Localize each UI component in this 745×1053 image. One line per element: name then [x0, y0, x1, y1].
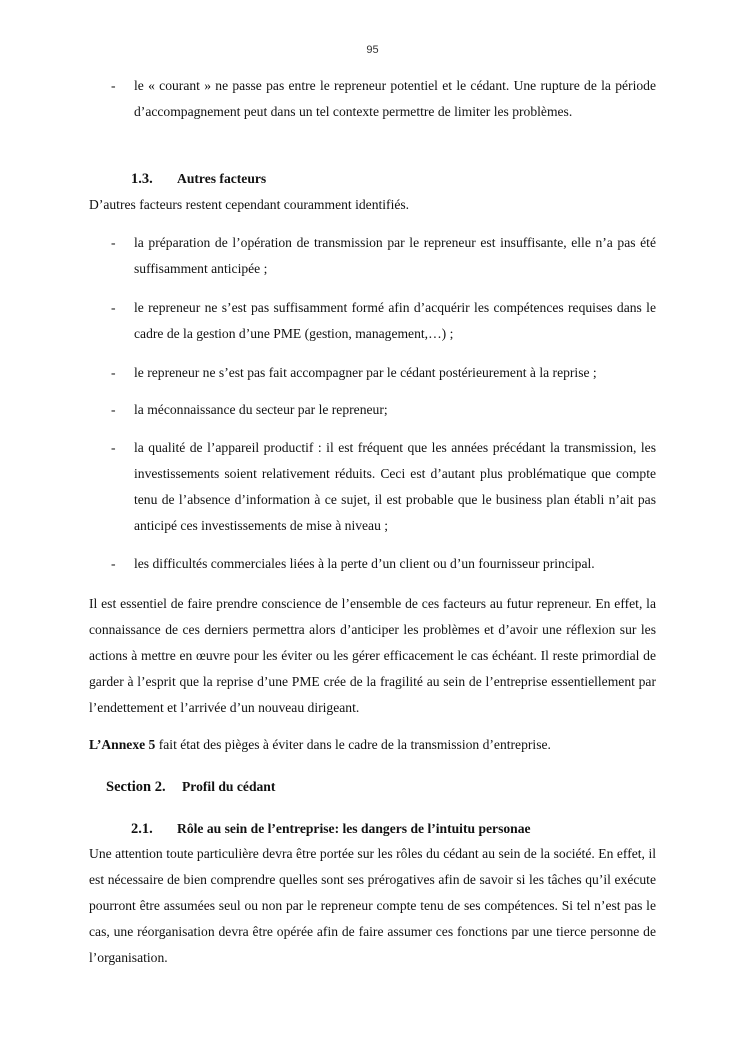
- list-item-text: la préparation de l’opération de transmission par le repreneur est insuffisante, elle n’a pas été suffisamment anticipée ;: [134, 235, 656, 276]
- factors-list-item-2: [89, 295, 656, 347]
- section-heading-2-1: [131, 821, 671, 838]
- section-heading-1-3: [131, 171, 698, 188]
- bullet-dash: -: [111, 365, 116, 380]
- section-number: Section 2.: [106, 779, 166, 795]
- conclusion-paragraph: Il est essentiel de faire prendre conscience de l’ensemble de ces facteurs au futur repreneur. En effet, la connaissance de ces derniers permettra alors d’anticiper les problèmes et d’avoir une réflexion sur les actions à mettre en œuvre pour les éviter ou les gérer efficacement le cas échéant. Il reste primordial de garder à l’esprit que la reprise d’une PME crée de la fragilité au sein de l’entreprise essentiellement par l’endettement et l’arrivée d’un nouveau dirigeant.: [89, 596, 656, 715]
- section-number: 1.3.: [131, 171, 153, 187]
- section-title: Rôle au sein de l’entreprise: les dangers de l’intuitu personae: [177, 821, 531, 836]
- section-title: Profil du cédant: [182, 779, 276, 794]
- list-item: [89, 230, 656, 282]
- bullet-dash: -: [111, 402, 116, 417]
- annex-note-text: fait état des pièges à éviter dans le cadre de la transmission d’entreprise.: [155, 737, 551, 752]
- section-number: 2.1.: [131, 821, 153, 837]
- factors-list-item-3: [89, 360, 656, 386]
- factors-list-item-5: [89, 435, 656, 539]
- bullet-dash: -: [111, 300, 116, 315]
- factors-list: [89, 230, 656, 282]
- section-title: Autres facteurs: [177, 171, 267, 186]
- section-heading-2: [106, 779, 673, 796]
- bullet-dash: -: [111, 556, 116, 571]
- list-item: [89, 435, 656, 539]
- list-item: [89, 397, 656, 423]
- intro-bullets: [89, 73, 656, 125]
- annex-reference: L’Annexe 5: [89, 737, 156, 752]
- factors-list-item-4: [89, 397, 656, 423]
- list-item-text: la méconnaissance du secteur par le repreneur;: [134, 402, 388, 417]
- bullet-dash: -: [111, 78, 116, 93]
- section-intro: D’autres facteurs restent cependant couramment identifiés.: [89, 197, 410, 212]
- list-item-text: le « courant » ne passe pas entre le repreneur potentiel et le cédant. Une rupture de la période d’accompagnement peut dans un tel contexte permettre de limiter les problèmes.: [134, 78, 656, 119]
- list-item: [89, 360, 656, 386]
- annex-note: [89, 732, 656, 758]
- bullet-dash: -: [111, 235, 116, 250]
- list-item: [89, 551, 656, 577]
- list-item-text: le repreneur ne s’est pas fait accompagner par le cédant postérieurement à la reprise ;: [134, 365, 597, 380]
- list-item-text: la qualité de l’appareil productif : il est fréquent que les années précédant la transmission, les investissements soient relativement réduits. Ceci est d’autant plus problématique que compte tenu de l’absence d’information à ce sujet, il est probable que le business plan établi n’ait pas anticipé ces investissements de mise à niveau ;: [134, 440, 656, 533]
- list-item-text: le repreneur ne s’est pas suffisamment formé afin d’acquérir les compétences requises dans le cadre de la gestion d’une PME (gestion, management,…) ;: [134, 300, 656, 341]
- list-item: [89, 295, 656, 347]
- list-item: [89, 73, 656, 125]
- list-item-text: les difficultés commerciales liées à la perte d’un client ou d’un fournisseur principal.: [134, 556, 595, 571]
- factors-list-item-6: [89, 551, 656, 577]
- section-2-1-body: Une attention toute particulière devra être portée sur les rôles du cédant au sein de la société. En effet, il est nécessaire de bien comprendre quelles sont ses prérogatives afin de savoir si les tâches qu’il exécute pourront être assumées seul ou non par le repreneur compte tenu de ses compétences. Si tel n’est pas le cas, une réorganisation devra être opérée afin de faire assumer ces fonctions par une tierce personne de l’organisation.: [89, 846, 656, 965]
- bullet-dash: -: [111, 440, 116, 455]
- page-number: 95: [366, 44, 379, 56]
